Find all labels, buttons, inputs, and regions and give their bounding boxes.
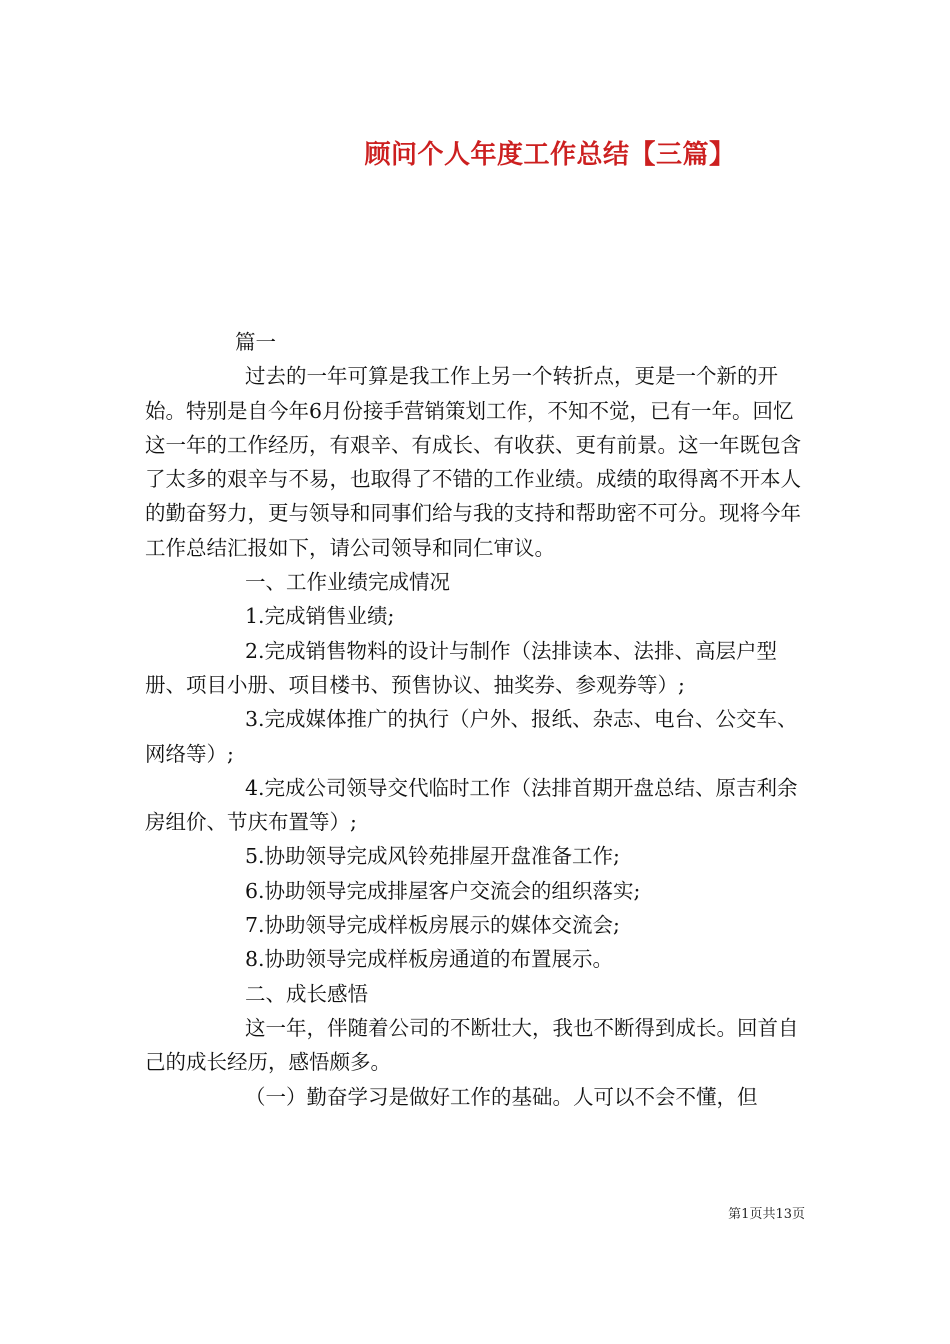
document-title: 顾问个人年度工作总结【三篇】: [364, 140, 736, 170]
list-item: 4.完成公司领导交代临时工作（法排首期开盘总结、原吉利余房组价、节庆布置等）;: [145, 775, 798, 835]
list-item: 8.协助领导完成样板房通道的布置展示。: [245, 947, 614, 972]
paragraph-growth: 这一年，伴随着公司的不断壮大，我也不断得到成长。回首自己的成长经历，感悟颇多。: [145, 1015, 799, 1075]
page-indicator: 第1页共13页: [728, 1207, 805, 1222]
section-label: 篇一: [235, 330, 276, 354]
heading-growth: 二、成长感悟: [245, 981, 368, 1006]
list-item: 2.完成销售物料的设计与制作（法排读本、法排、高层户型册、项目小册、项目楼书、预售协议、抽奖券、参观券等）;: [145, 638, 778, 697]
heading-performance: 一、工作业绩完成情况: [245, 570, 450, 595]
paragraph-intro: 过去的一年可算是我工作上另一个转折点，更是一个新的开始。特别是自今年6月份接手营销策划工作，不知不觉，已有一年。回忆这一年的工作经历，有艰辛、有成长、有收获、更有前景。这一年既包含了太多的艰辛与不易，也取得了不错的工作业绩。成绩的取得离不开本人的勤奋努力，更与领导和同事们给与我的支持和帮助密不可分。现将今年工作总结汇报如下，请公司领导和同仁审议。: [145, 364, 801, 560]
list-item: 6.协助领导完成排屋客户交流会的组织落实;: [245, 878, 641, 903]
paragraph-study: （一）勤奋学习是做好工作的基础。人可以不会不懂，但: [245, 1084, 758, 1109]
list-item: 1.完成销售业绩;: [245, 604, 395, 629]
document-body: [145, 325, 810, 1114]
list-item: 5.协助领导完成风铃苑排屋开盘准备工作;: [245, 844, 620, 869]
list-item: 7.协助领导完成样板房展示的媒体交流会;: [245, 913, 620, 938]
list-item: 3.完成媒体推广的执行（户外、报纸、杂志、电台、公交车、网络等）;: [145, 707, 798, 766]
